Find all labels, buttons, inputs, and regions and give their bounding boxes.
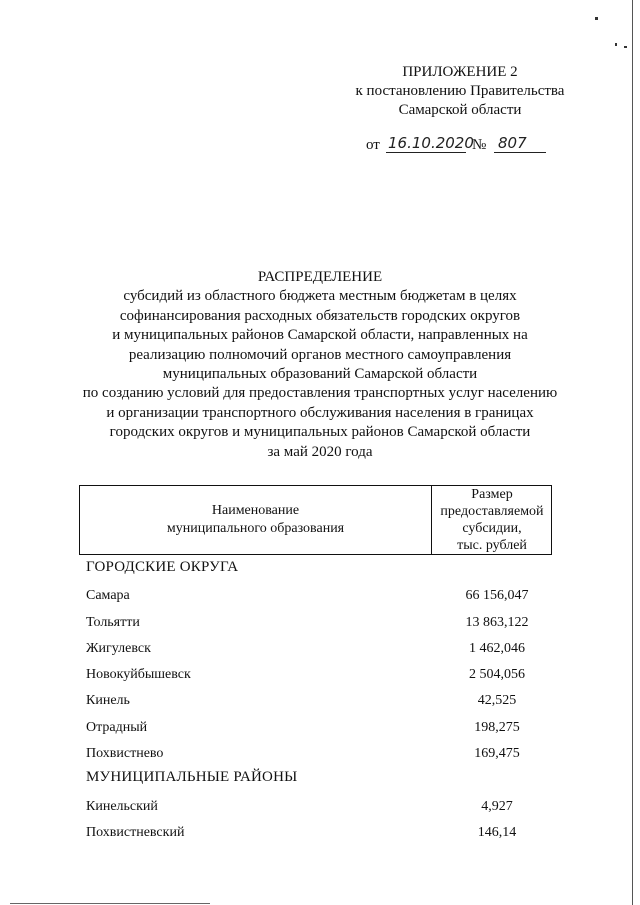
table-row	[86, 582, 556, 608]
title-line: по созданию условий для предоставления транспортных услуг населению	[82, 385, 558, 402]
appendix-title: ПРИЛОЖЕНИЕ 2	[402, 64, 518, 80]
scan-speck	[595, 17, 598, 20]
date-prefix: от	[366, 137, 380, 153]
subsidy-amount: 66 156,047	[465, 588, 529, 604]
header-text: предоставляемой	[440, 504, 544, 519]
appendix-block	[330, 63, 590, 120]
header-text: Наименование	[211, 503, 300, 518]
number-prefix: №	[472, 137, 487, 153]
table-row	[86, 635, 556, 661]
title-heading: РАСПРЕДЕЛЕНИЕ	[257, 269, 383, 285]
table-header	[79, 485, 552, 555]
date-underline	[386, 152, 466, 153]
header-text: субсидии,	[462, 521, 522, 536]
subsidy-amount: 146,14	[477, 824, 517, 840]
title-line: городских округов и муниципальных районов Самарской области	[109, 424, 531, 441]
municipality-name: Самара	[86, 588, 130, 604]
title-line: софинансирования расходных обязательств городских округов	[119, 307, 521, 324]
subsidy-amount: 169,475	[474, 746, 520, 762]
scan-bottom-line	[10, 903, 210, 904]
table-row	[86, 819, 556, 845]
header-text: тыс. рублей	[457, 538, 527, 553]
appendix-line: к постановлению Правительства	[355, 83, 565, 99]
date-number-line	[366, 134, 556, 156]
scan-speck	[624, 46, 627, 48]
municipality-name: Кинельский	[86, 798, 158, 814]
subsidy-amount: 13 863,122	[465, 614, 529, 630]
municipality-name: Тольятти	[86, 614, 140, 630]
table-row	[86, 609, 556, 635]
column-header-name	[80, 486, 431, 554]
municipality-name: Жигулевск	[86, 640, 151, 656]
subsidy-amount: 2 504,056	[469, 667, 525, 683]
municipality-name: Похвистнево	[86, 746, 164, 762]
handwritten-date: 16.10.2020	[388, 134, 474, 152]
header-text: Размер	[471, 487, 513, 502]
header-text: муниципального образования	[166, 521, 345, 536]
section-title: ГОРОДСКИЕ ОКРУГА	[86, 559, 239, 575]
title-line: за май 2020 года	[267, 443, 373, 460]
municipality-name: Отрадный	[86, 719, 148, 735]
subsidy-amount: 198,275	[474, 719, 520, 735]
table-row	[86, 661, 556, 687]
table-body	[86, 556, 556, 845]
table-row	[86, 793, 556, 819]
table-row	[86, 687, 556, 713]
municipality-name: Похвистневский	[86, 824, 185, 840]
title-line: и муниципальных районов Самарской области, направленных на	[112, 327, 528, 344]
handwritten-number: 807	[498, 134, 527, 152]
scan-speck	[615, 43, 617, 46]
table-row	[86, 740, 556, 766]
table-section-row	[86, 556, 556, 582]
subsidy-amount: 1 462,046	[469, 640, 525, 656]
title-line: муниципальных образований Самарской области	[162, 366, 478, 383]
appendix-line: Самарской области	[398, 102, 522, 118]
title-line: и организации транспортного обслуживания населения в границах	[106, 404, 534, 421]
table-row	[86, 714, 556, 740]
section-title: МУНИЦИПАЛЬНЫЕ РАЙОНЫ	[86, 769, 298, 786]
municipality-name: Новокуйбышевск	[86, 667, 191, 683]
table-section-row	[86, 766, 556, 792]
number-underline	[494, 152, 546, 153]
municipality-name: Кинель	[86, 693, 130, 709]
scan-edge-line	[632, 0, 633, 905]
subsidy-amount: 4,927	[481, 798, 513, 814]
document-title	[60, 268, 580, 462]
subsidy-amount: 42,525	[477, 693, 517, 709]
title-line: реализацию полномочий органов местного самоуправления	[128, 346, 512, 363]
title-line: субсидий из областного бюджета местным бюджетам в целях	[123, 288, 517, 305]
column-header-amount	[432, 486, 552, 554]
